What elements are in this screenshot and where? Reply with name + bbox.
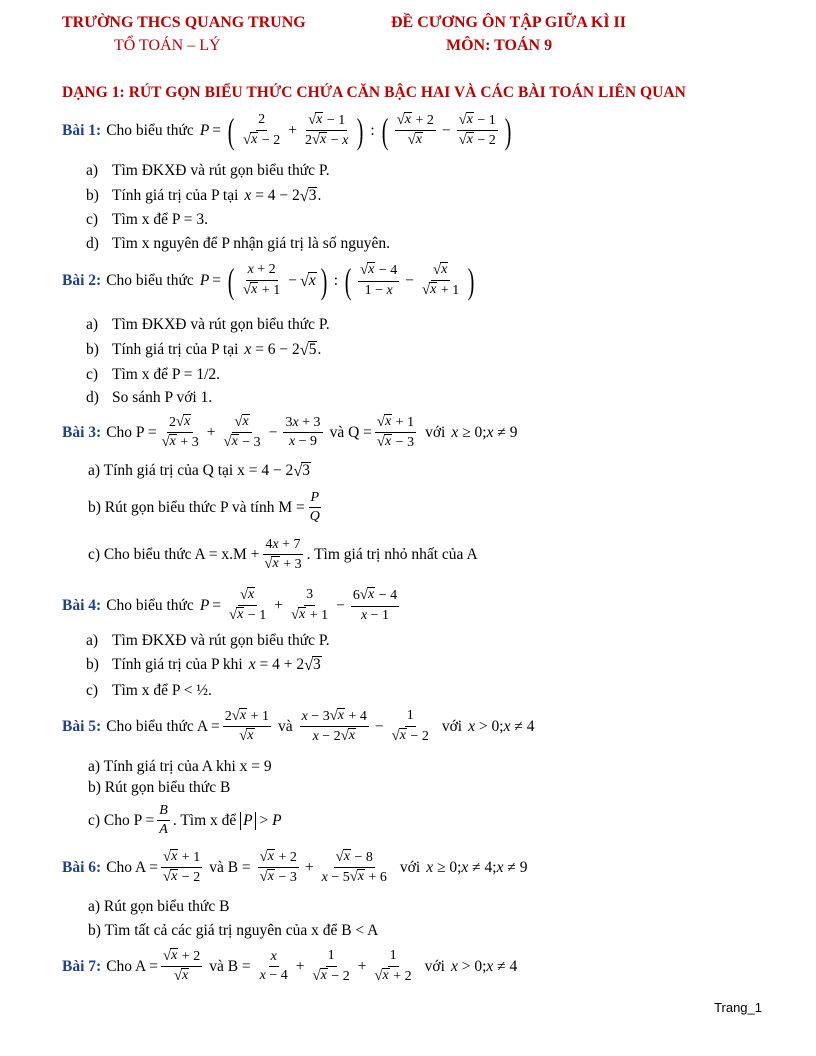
problem-2-item-d: d) So sánh P với 1. <box>86 389 213 406</box>
problem-3-item-c: c) Cho biểu thức A = x.M + 4x + 7 √ x + 3 . Tìm giá trị nhỏ nhất của A <box>88 537 478 573</box>
problem-1: Bài 1: Cho biểu thức P = ( 2 √ x − 2 + √ x − 1 2 √ x − x ) : ( √ x + 2 √ x − √ x − 1 √ x − 2 ) <box>62 110 512 151</box>
problem-6-item-a: a) Rút gọn biểu thức B <box>88 898 230 915</box>
problem-1-item-c: c) Tìm x để P = 3. <box>86 211 208 228</box>
problem-5-item-c: c) Cho P = $\frac{B}{A}$ . Tìm x để P > P <box>88 803 282 838</box>
problem-7: Bài 7: Cho A = √ x + 2 √ x và B = $\frac{x}{x - 4}$ + 1 √ x − 2 + 1 √ x + 2 với x > 0; x ≠ 4 <box>62 947 518 985</box>
department-name: TỔ TOÁN – LÝ <box>114 37 221 54</box>
problem-3-item-b: b) Rút gọn biểu thức P và tính M = $\frac{P}{Q}$ <box>88 490 320 525</box>
problem-2-item-a: a) Tìm ĐKXĐ và rút gọn biểu thức P. <box>86 316 330 333</box>
problem-label: Bài 1: <box>62 121 102 139</box>
problem-6-item-b: b) Tìm tất cả các giá trị nguyên của x để B < A <box>88 922 379 939</box>
problem-2: Bài 2: Cho biểu thức P = ( x + 2 √ x + 1 − √ x ) : ( √ x − 4 1 − x − √ x √ x + 1 ) <box>62 260 475 301</box>
problem-1-item-a: a) Tìm ĐKXĐ và rút gọn biểu thức P. <box>86 162 330 179</box>
problem-4-item-c: c) Tìm x để P < ½. <box>86 682 212 699</box>
problem-intro: Cho biểu thức <box>106 121 194 139</box>
problem-5-item-b: b) Rút gọn biểu thức B <box>88 779 231 796</box>
problem-4-item-b: b) Tính giá trị của P khi x = 4 + 2 √ 3 <box>86 656 321 675</box>
problem-1-item-d: d) Tìm x nguyên để P nhận giá trị là số nguyên. <box>86 235 390 252</box>
page-number: Trang_1 <box>714 1000 762 1015</box>
school-name: TRƯỜNG THCS QUANG TRUNG <box>62 14 306 31</box>
subject-name: MÔN: TOÁN 9 <box>446 37 553 54</box>
problem-4: Bài 4: Cho biểu thức P = √ x √ x − 1 + 3 √ x + 1 − 6 √ x − 4 x − 1 <box>62 586 398 624</box>
problem-5: Bài 5: Cho biểu thức A = 2 √ x + 1 √ x và x − 3 √ x + 4 x − 2 √ x − 1 √ x − 2 với x > 0; x ≠ 4 <box>62 707 535 745</box>
problem-2-item-b: b) Tính giá trị của P tại x = 6 − 2 √ 5 . <box>86 341 322 360</box>
problem-3: Bài 3: Cho P = 2 √ x √ x + 3 + √ x √ x − 3 − $\frac{3x + 3}{x - 9}$ và Q = √ x + 1 √ x − 3 với x ≥ 0; x ≠ 9 <box>62 413 518 451</box>
problem-4-item-a: a) Tìm ĐKXĐ và rút gọn biểu thức P. <box>86 632 330 649</box>
problem-3-item-a: a) Tính giá trị của Q tại x = 4 − 2 √ 3 <box>88 462 310 481</box>
problem-2-item-c: c) Tìm x để P = 1/2. <box>86 366 221 383</box>
problem-6: Bài 6: Cho A = √ x + 1 √ x − 2 và B = √ x + 2 √ x − 3 + √ x − 8 x − 5 √ x + 6 với x ≥ 0; x ≠ 4; x ≠ 9 <box>62 848 528 886</box>
problem-5-item-a: a) Tính giá trị của A khi x = 9 <box>88 758 272 775</box>
document-title: ĐỀ CƯƠNG ÔN TẬP GIỮA KÌ II <box>391 14 626 31</box>
section-title: DẠNG 1: RÚT GỌN BIỂU THỨC CHỨA CĂN BẬC HAI VÀ CÁC BÀI TOÁN LIÊN QUAN <box>62 84 686 101</box>
problem-1-item-b: b) Tính giá trị của P tại x = 4 − 2 √ 3 . <box>86 187 322 206</box>
